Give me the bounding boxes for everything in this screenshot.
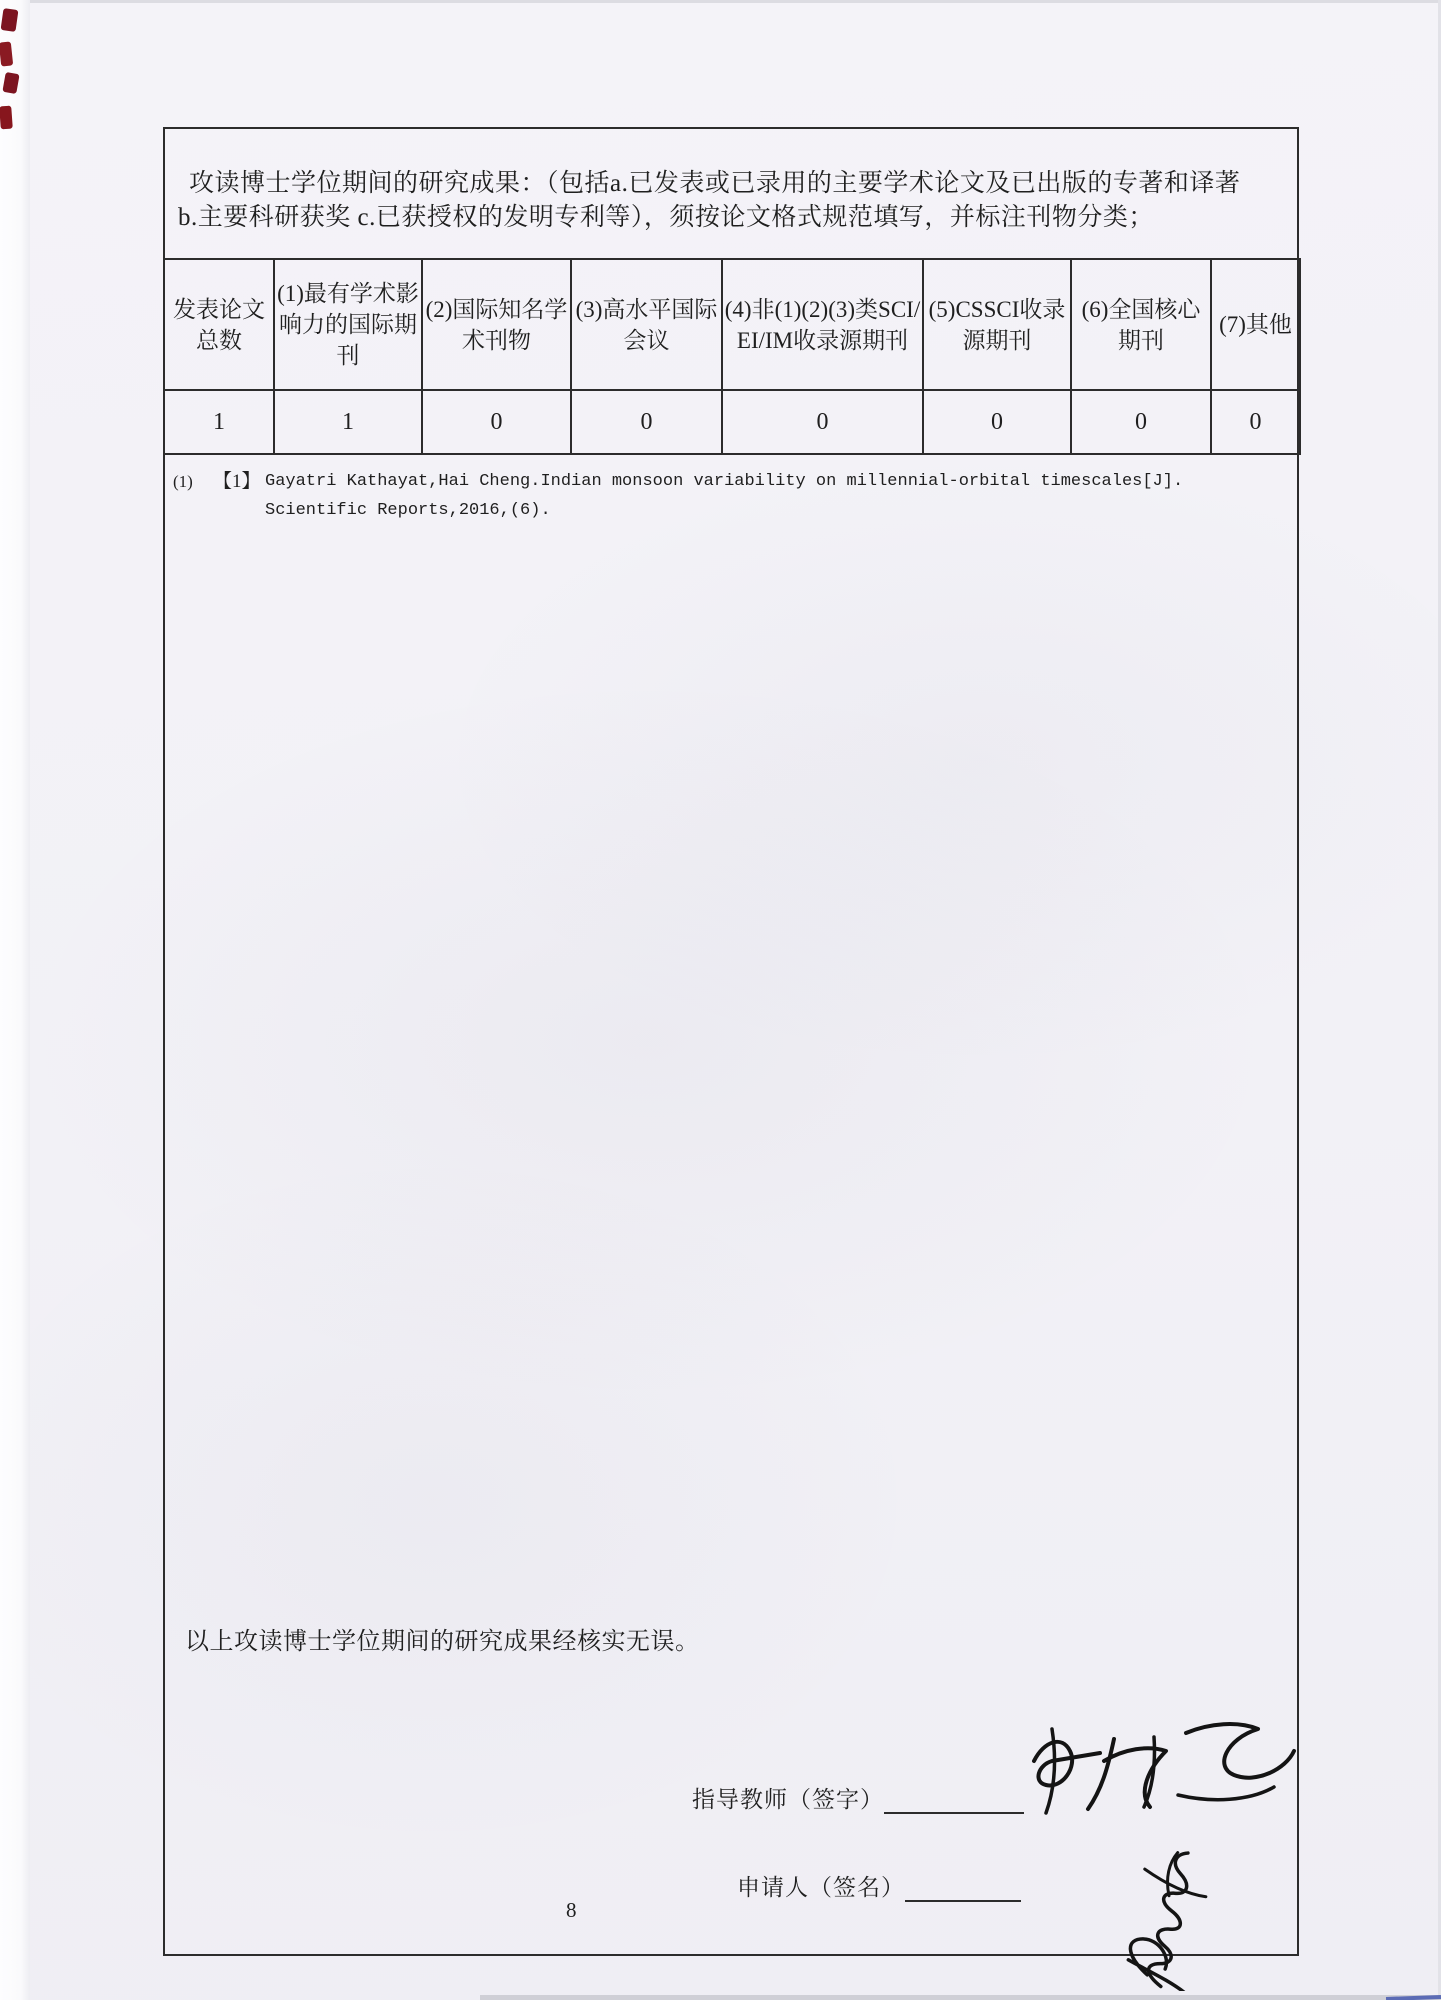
- supervisor-signature-line: [884, 1790, 1024, 1814]
- scan-top-edge: [30, 0, 1441, 3]
- value-col-2: 0: [422, 390, 571, 454]
- supervisor-signature-label: 指导教师（签字）: [692, 1787, 884, 1812]
- value-col-6: 0: [1071, 390, 1211, 454]
- scan-left-margin: [0, 0, 30, 2000]
- table-header-row: [164, 259, 1300, 390]
- value-col-5: 0: [923, 390, 1071, 454]
- supervisor-signature-row: [692, 1781, 1024, 1814]
- header-col-4: (4)非(1)(2)(3)类SCI/EI/IM收录源期刊: [722, 259, 923, 390]
- red-edge-mark: [0, 106, 13, 130]
- header-col-1: (1)最有学术影响力的国际期刊: [274, 259, 422, 390]
- intro-line-2: b.主要科研获奖 c.已获授权的发明专利等），须按论文格式规范填写，并标注刊物分类；: [178, 204, 1154, 231]
- publication-count-table: [163, 258, 1301, 455]
- value-col-7: 0: [1211, 390, 1300, 454]
- applicant-signature-row: [737, 1869, 1021, 1902]
- form-border-box: [163, 127, 1299, 1956]
- value-col-1: 1: [274, 390, 422, 454]
- applicant-signature-label: 申请人（签名）: [737, 1875, 905, 1900]
- header-col-7: (7)其他: [1211, 259, 1300, 390]
- scan-bottom-blue-line: [1386, 1995, 1441, 2000]
- publication-entry: [173, 467, 1283, 525]
- header-col-2: (2)国际知名学术刊物: [422, 259, 571, 390]
- value-col-4: 0: [722, 390, 923, 454]
- intro-paragraph: [171, 167, 1271, 235]
- header-col-3: (3)高水平国际会议: [571, 259, 722, 390]
- header-total-papers: 发表论文总数: [164, 259, 274, 390]
- applicant-handwritten-signature: [1070, 1801, 1270, 1991]
- publication-citation: [265, 467, 1283, 525]
- applicant-signature-line: [905, 1878, 1021, 1902]
- intro-line-1: 攻读博士学位期间的研究成果：（包括a.已发表或已录用的主要学术论文及已出版的专著和译著: [189, 170, 1241, 197]
- citation-line-2: Scientific Reports,2016,(6).: [265, 501, 551, 520]
- page-number: 8: [566, 1898, 577, 1922]
- scan-bottom-edge: [480, 1995, 1441, 2000]
- publication-marker: 【1】: [213, 471, 261, 492]
- citation-line-1: Gayatri Kathayat,Hai Cheng.Indian monsoon variability on millennial-orbital timescales[J].: [265, 472, 1184, 491]
- header-col-5: (5)CSSCI收录源期刊: [923, 259, 1071, 390]
- red-edge-mark: [1, 8, 19, 32]
- header-col-6: (6)全国核心期刊: [1071, 259, 1211, 390]
- publication-index: (1): [173, 472, 193, 491]
- table-values-row: [164, 390, 1300, 454]
- confirmation-statement: 以上攻读博士学位期间的研究成果经核实无误。: [185, 1629, 700, 1655]
- value-col-3: 0: [571, 390, 722, 454]
- value-total-papers: 1: [164, 390, 274, 454]
